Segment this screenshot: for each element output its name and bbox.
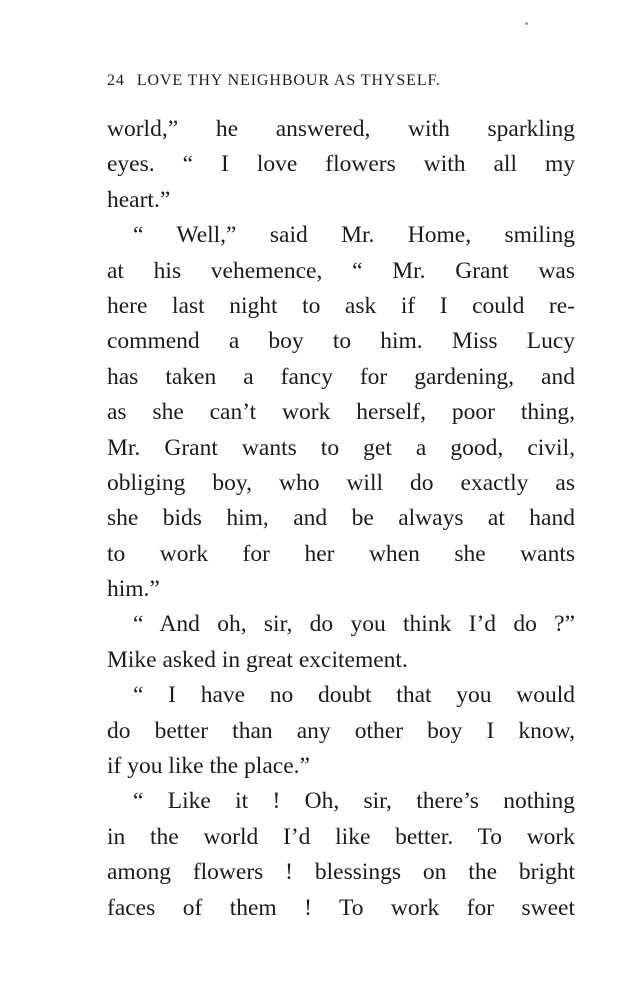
text-line: eyes. “ I love flowers with all my — [107, 151, 575, 178]
text-line: “ Well,” said Mr. Home, smiling — [133, 222, 575, 249]
text-line: do better than any other boy I know, — [107, 717, 575, 744]
text-line: Mr. Grant wants to get a good, civil, — [107, 434, 575, 461]
text-line: “ And oh, sir, do you think I’d do ?” — [133, 611, 575, 638]
text-line: in the world I’d like better. To work — [107, 823, 575, 850]
text-line: has taken a fancy for gardening, and — [107, 363, 575, 390]
paper-speck — [525, 22, 528, 25]
body-text — [107, 112, 575, 926]
page-number: 24 — [107, 72, 125, 89]
text-line: “ Like it ! Oh, sir, there’s nothing — [133, 788, 575, 815]
text-line: here last night to ask if I could re- — [107, 292, 575, 319]
text-line: she bids him, and be always at hand — [107, 505, 575, 532]
text-line: Mike asked in great excitement. — [107, 646, 408, 673]
text-line: as she can’t work herself, poor thing, — [107, 399, 575, 426]
text-line: to work for her when she wants — [107, 540, 575, 567]
text-line: heart.” — [107, 186, 171, 213]
text-line: commend a boy to him. Miss Lucy — [107, 328, 575, 355]
text-line: if you like the place.” — [107, 753, 310, 780]
text-line: faces of them ! To work for sweet — [107, 894, 575, 921]
text-line: him.” — [107, 576, 160, 603]
text-line: obliging boy, who will do exactly as — [107, 469, 575, 496]
running-head — [107, 72, 527, 94]
text-line: world,” he answered, with sparkling — [107, 116, 575, 142]
text-line: among flowers ! blessings on the bright — [107, 859, 575, 886]
text-line: at his vehemence, “ Mr. Grant was — [107, 257, 575, 284]
text-line: “ I have no doubt that you would — [133, 682, 575, 709]
running-title: LOVE THY NEIGHBOUR AS THYSELF. — [136, 72, 441, 89]
